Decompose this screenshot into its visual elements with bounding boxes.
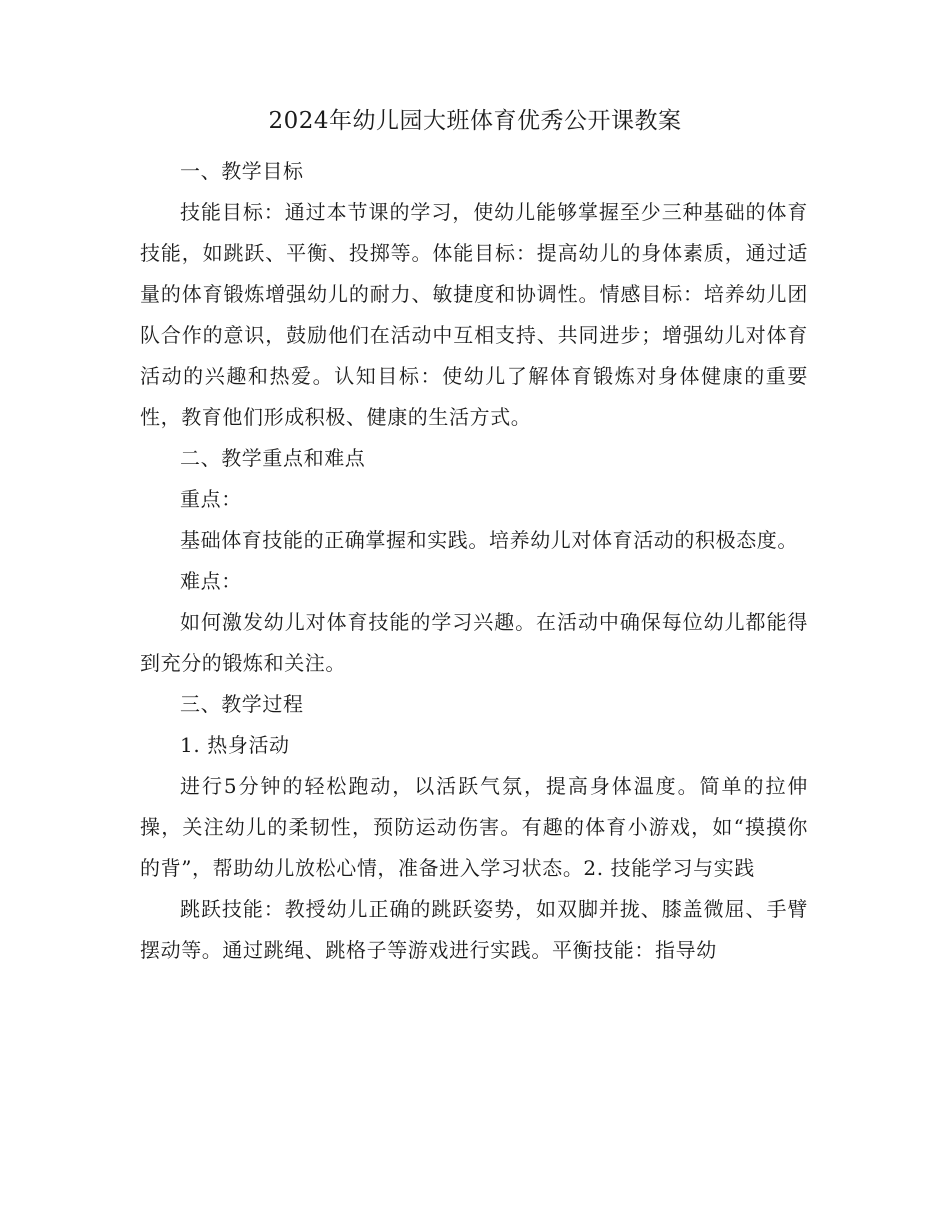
label-difficulty: 难点： <box>180 569 242 593</box>
label-key-point: 重点： <box>180 487 242 511</box>
paragraph-goals: 技能目标：通过本节课的学习，使幼儿能够掌握至少三种基础的体育技能，如跳跃、平衡、投掷等。体能目标：提高幼儿的身体素质，通过适量的体育锻炼增强幼儿的耐力、敏捷度和协调性。情感目标：培养幼儿团队合作的意识，鼓励他们在活动中互相支持、共同进步；增强幼儿对体育活动的兴趣和热爱。认知目标：使幼儿了解体育锻炼对身体健康的重要性，教育他们形成积极、健康的生活方式。 <box>140 200 808 429</box>
paragraph-difficulty: 如何激发幼儿对体育技能的学习兴趣。在活动中确保每位幼儿都能得到充分的锻炼和关注。 <box>140 610 808 675</box>
paragraph-warmup: 进行5分钟的轻松跑动，以活跃气氛，提高身体温度。简单的拉伸操，关注幼儿的柔韧性，预防运动伤害。有趣的体育小游戏，如“摸摸你的背”，帮助幼儿放松心情，准备进入学习状态。2. 技能学习与实践 <box>140 774 808 880</box>
subheading-warmup: 1. 热身活动 <box>180 733 290 757</box>
paragraph-skills: 跳跃技能：教授幼儿正确的跳跃姿势，如双脚并拢、膝盖微屈、手臂摆动等。通过跳绳、跳格子等游戏进行实践。平衡技能：指导幼 <box>140 897 808 962</box>
section-heading-process: 三、教学过程 <box>180 692 304 716</box>
document-body <box>140 151 808 971</box>
document-title: 2024年幼儿园大班体育优秀公开课教案 <box>268 108 682 134</box>
section-heading-teaching-goals: 一、教学目标 <box>180 159 304 183</box>
section-heading-key-points: 二、教学重点和难点 <box>180 446 366 470</box>
paragraph-key-point: 基础体育技能的正确掌握和实践。培养幼儿对体育活动的积极态度。 <box>180 528 798 552</box>
